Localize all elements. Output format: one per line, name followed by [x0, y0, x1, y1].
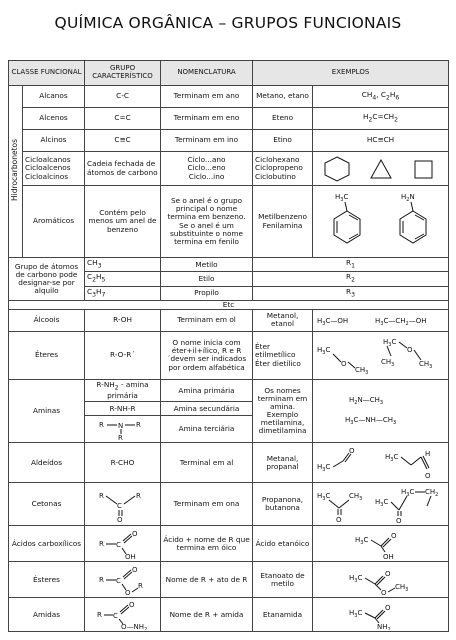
aminas-nome-3: Amina terciária	[161, 416, 253, 443]
svg-text:H3C: $H_3C$	[383, 338, 397, 349]
alquilo-grupo-1: $CH_3$	[85, 258, 161, 272]
aldeidos-grupo: R-CHO	[85, 443, 161, 483]
ketone-structures-icon	[315, 484, 447, 524]
aromaticos-grupo: Contém pelo menos um anel de benzeno	[85, 186, 161, 258]
eteres-structures	[313, 331, 449, 379]
eteres-nome: O nome inicia com éter+il+ílico, R e R´devem ser indicados por ordem alfabética	[161, 331, 253, 379]
alcanos-nome: Terminam em ano	[161, 86, 253, 108]
svg-text:H3C: $H_3C$	[385, 452, 399, 463]
svg-text:OH: OH	[124, 552, 136, 560]
row-aminas-1	[9, 379, 449, 401]
alcenos-grupo: C=C	[85, 108, 161, 130]
alcohol-structures-icon	[315, 311, 447, 329]
svg-text:CH3: $CH_3$	[355, 366, 369, 377]
svg-text:R: R	[135, 421, 141, 430]
functional-groups-table	[8, 60, 449, 632]
alcoois-classe: Álcoois	[9, 309, 85, 331]
ciclos-exemplo: Ciclohexano Ciclopropeno Ciclobutino	[253, 152, 313, 186]
aromaticos-structures	[313, 186, 449, 258]
aldehyde-structures-icon	[315, 445, 447, 481]
eteres-classe: Éteres	[9, 331, 85, 379]
ciclos-shapes	[313, 152, 449, 186]
row-alquilo-1	[9, 258, 449, 272]
alquilo-grupo-3: $C_3H_7$	[85, 286, 161, 300]
svg-text:O: O	[349, 446, 355, 455]
svg-text:R: R	[135, 492, 141, 501]
svg-text:O: O	[385, 569, 391, 578]
alcinos-formula: HC≡CH	[313, 130, 449, 152]
cetonas-exemplo: Propanona, butanona	[253, 483, 313, 526]
alcanos-grupo: C-C	[85, 86, 161, 108]
row-alquilo-etc	[9, 300, 449, 309]
svg-text:H3C—CH2—OH: $H_3C—CH_2—OH$	[375, 317, 427, 328]
alcoois-grupo: R-OH	[85, 309, 161, 331]
header-classe: CLASSE FUNCIONAL	[9, 61, 85, 86]
amide-structure-icon	[315, 600, 447, 630]
row-alcanos	[9, 86, 449, 108]
alquilo-nome-3: Propilo	[161, 286, 253, 300]
aminas-grupo-3	[85, 416, 161, 443]
svg-text:CH2: $CH_2$	[425, 488, 439, 499]
svg-text:R: R	[96, 610, 102, 619]
svg-text:O: O	[131, 565, 138, 574]
alquilo-radical-3: $R_3$	[253, 286, 449, 300]
svg-text:CH3: $CH_3$	[419, 360, 433, 371]
svg-text:H3C: $H_3C$	[317, 346, 331, 357]
svg-text:R: R	[98, 539, 104, 548]
aldeidos-nome: Terminal em al	[161, 443, 253, 483]
amide-group-icon	[93, 600, 153, 630]
row-eteres	[9, 331, 449, 379]
row-acidos	[9, 526, 449, 562]
svg-text:H3C: $H_3C$	[335, 192, 349, 203]
alquilo-nome-2: Etilo	[161, 272, 253, 286]
svg-text:H2N: $H_2N$	[401, 192, 415, 203]
alcoois-nome: Terminam em ol	[161, 309, 253, 331]
row-amidas	[9, 598, 449, 632]
aminas-exemplo: Os nomes terminam em amina. Exemplo metilamina, dimetilamina	[253, 379, 313, 442]
svg-text:O: O	[341, 360, 347, 369]
svg-text:C: C	[115, 540, 121, 549]
aromaticos-exemplo: Metilbenzeno Fenilamina	[253, 186, 313, 258]
acidos-exemplo: Ácido etanóico	[253, 526, 313, 562]
svg-text:C: C	[115, 576, 121, 585]
esteres-nome: Nome de R + ato de R	[161, 562, 253, 598]
svg-text:N: N	[117, 422, 123, 431]
acid-structure-icon	[315, 528, 447, 560]
ring-shapes-icon	[315, 154, 447, 184]
alcinos-grupo: C≡C	[85, 130, 161, 152]
row-alcoois	[9, 309, 449, 331]
svg-text:H3C: $H_3C$	[317, 462, 331, 473]
svg-text:O: O	[128, 600, 135, 609]
amine-structures-icon	[315, 386, 447, 436]
alcinos-exemplo: Etino	[253, 130, 313, 152]
svg-text:R: R	[98, 492, 104, 501]
alquilo-radical-2: $R_2$	[253, 272, 449, 286]
alcanos-classe: Alcanos	[23, 86, 85, 108]
amidas-nome: Nome de R + amida	[161, 598, 253, 632]
svg-text:NH2: $NH_2$	[377, 622, 391, 630]
esteres-classe: Ésteres	[9, 562, 85, 598]
svg-text:C: C	[116, 502, 122, 511]
alquilo-classe: Grupo de átomos de carbono pode designar-se por alquilo	[9, 258, 85, 301]
svg-text:O: O	[425, 471, 431, 480]
svg-text:O: O	[124, 588, 131, 596]
svg-text:CH3: $CH_3$	[349, 492, 363, 503]
svg-text:CH3: $CH_3$	[381, 358, 395, 369]
ciclos-grupo: Cadeia fechada de átomos de carbono	[85, 152, 161, 186]
alcanos-exemplo: Metano, etano	[253, 86, 313, 108]
svg-text:H3C: $H_3C$	[349, 573, 363, 584]
row-aromaticos	[9, 186, 449, 258]
alcenos-nome: Terminam em eno	[161, 108, 253, 130]
alquilo-etc: Etc	[9, 300, 449, 309]
svg-text:O: O	[131, 529, 138, 538]
svg-text:O: O	[385, 603, 391, 612]
aminas-grupo-2: R-NH-R	[85, 402, 161, 416]
aldeidos-classe: Aldeídos	[9, 443, 85, 483]
aromaticos-classe: Aromáticos	[23, 186, 85, 258]
ether-structures-icon	[315, 334, 447, 376]
ciclos-nome: Ciclo...ano Ciclo...eno Ciclo...ino	[161, 152, 253, 186]
alcanos-formula: $CH_4$, $C_2H_6$	[313, 86, 449, 108]
svg-text:H3C—NH—CH3: $H_3C—NH—CH_3$	[345, 416, 397, 427]
alcinos-classe: Alcinos	[23, 130, 85, 152]
aminas-nome-2: Amina secundária	[161, 402, 253, 416]
eteres-exemplo: Éter etilmetílico Éter dietílico	[253, 331, 313, 379]
svg-text:R: R	[117, 434, 123, 442]
amidas-structures	[313, 598, 449, 632]
svg-text:H3C: $H_3C$	[349, 608, 363, 619]
aromaticos-nome: Se o anel é o grupo principal o nome termina em benzeno. Se o anel é um substituinte o nome termina em fenilo	[161, 186, 253, 258]
row-ciclos	[9, 152, 449, 186]
row-aldeidos	[9, 443, 449, 483]
amidas-classe: Amidas	[9, 598, 85, 632]
amidas-exemplo: Etanamida	[253, 598, 313, 632]
svg-text:O—NH2: $O—NH_2$	[120, 622, 147, 630]
svg-text:C: C	[112, 611, 118, 620]
aminas-classe: Aminas	[9, 379, 85, 442]
esteres-structures	[313, 562, 449, 598]
alquilo-radical-1: $R_1$	[253, 258, 449, 272]
alquilo-grupo-2: $C_2H_5$	[85, 272, 161, 286]
alcoois-exemplo: Metanol, etanol	[253, 309, 313, 331]
aldeidos-exemplo: Metanal, propanal	[253, 443, 313, 483]
svg-text:H3C: $H_3C$	[401, 488, 415, 499]
svg-text:O: O	[407, 346, 413, 355]
acidos-classe: Ácidos carboxílicos	[9, 526, 85, 562]
svg-text:H3C: $H_3C$	[375, 498, 389, 509]
svg-text:H2N—CH3: $H_2N—CH_3$	[349, 396, 384, 407]
svg-text:H: H	[425, 449, 431, 458]
header-row	[9, 61, 449, 86]
cetonas-classe: Cetonas	[9, 483, 85, 526]
cetonas-structures	[313, 483, 449, 526]
svg-text:O: O	[336, 516, 342, 525]
aminas-nome-1: Amina primária	[161, 379, 253, 401]
alcinos-nome: Terminam em ino	[161, 130, 253, 152]
svg-text:O: O	[381, 588, 387, 596]
ketone-group-icon	[93, 486, 153, 522]
hidrocarbonetos-label: Hidrocarbonetos	[9, 86, 23, 258]
row-esteres	[9, 562, 449, 598]
aminas-grupo-1: $R-NH_2$ - amina primária	[85, 379, 161, 401]
header-exemplos: EXEMPLOS	[253, 61, 449, 86]
esteres-exemplo: Etanoato de metilo	[253, 562, 313, 598]
cetonas-grupo	[85, 483, 161, 526]
svg-text:OH: OH	[383, 552, 394, 560]
svg-text:R: R	[98, 575, 104, 584]
eteres-grupo: R-O-R´	[85, 331, 161, 379]
amidas-grupo	[85, 598, 161, 632]
row-alcinos	[9, 130, 449, 152]
acidos-grupo	[85, 526, 161, 562]
alcenos-exemplo: Eteno	[253, 108, 313, 130]
header-grupo: GRUPO CARACTERÍSTICO	[85, 61, 161, 86]
benzene-rings-icon	[315, 189, 447, 255]
ester-structure-icon	[315, 564, 447, 596]
svg-text:O: O	[396, 517, 402, 525]
svg-text:R: R	[98, 421, 104, 430]
cetonas-nome: Terminam em ona	[161, 483, 253, 526]
acidos-nome: Ácido + nome de R que termina em óico	[161, 526, 253, 562]
tertiary-amine-icon	[93, 417, 153, 441]
svg-text:CH3: $CH_3$	[395, 582, 409, 593]
row-alcenos	[9, 108, 449, 130]
svg-text:O: O	[391, 531, 397, 540]
aldeidos-structures	[313, 443, 449, 483]
aminas-structures	[313, 379, 449, 442]
row-cetonas	[9, 483, 449, 526]
svg-text:R: R	[137, 581, 143, 590]
svg-text:H3C: $H_3C$	[317, 492, 331, 503]
svg-text:O: O	[116, 516, 123, 523]
svg-text:H3C—OH: $H_3C—OH$	[317, 317, 349, 328]
alcenos-formula: $H_2C=CH_2$	[313, 108, 449, 130]
carboxylic-group-icon	[93, 528, 153, 560]
svg-text:H3C: $H_3C$	[355, 535, 369, 546]
ester-group-icon	[93, 564, 153, 596]
page-title: QUÍMICA ORGÂNICA – GRUPOS FUNCIONAIS	[54, 14, 402, 32]
alcoois-structures	[313, 309, 449, 331]
acidos-structures	[313, 526, 449, 562]
ciclos-classe: Cicloalcanos Cicloalcenos Cicloalcinos	[23, 152, 85, 186]
alquilo-nome-1: Metilo	[161, 258, 253, 272]
header-nomenclatura: NOMENCLATURA	[161, 61, 253, 86]
alcenos-classe: Alcenos	[23, 108, 85, 130]
esteres-grupo	[85, 562, 161, 598]
